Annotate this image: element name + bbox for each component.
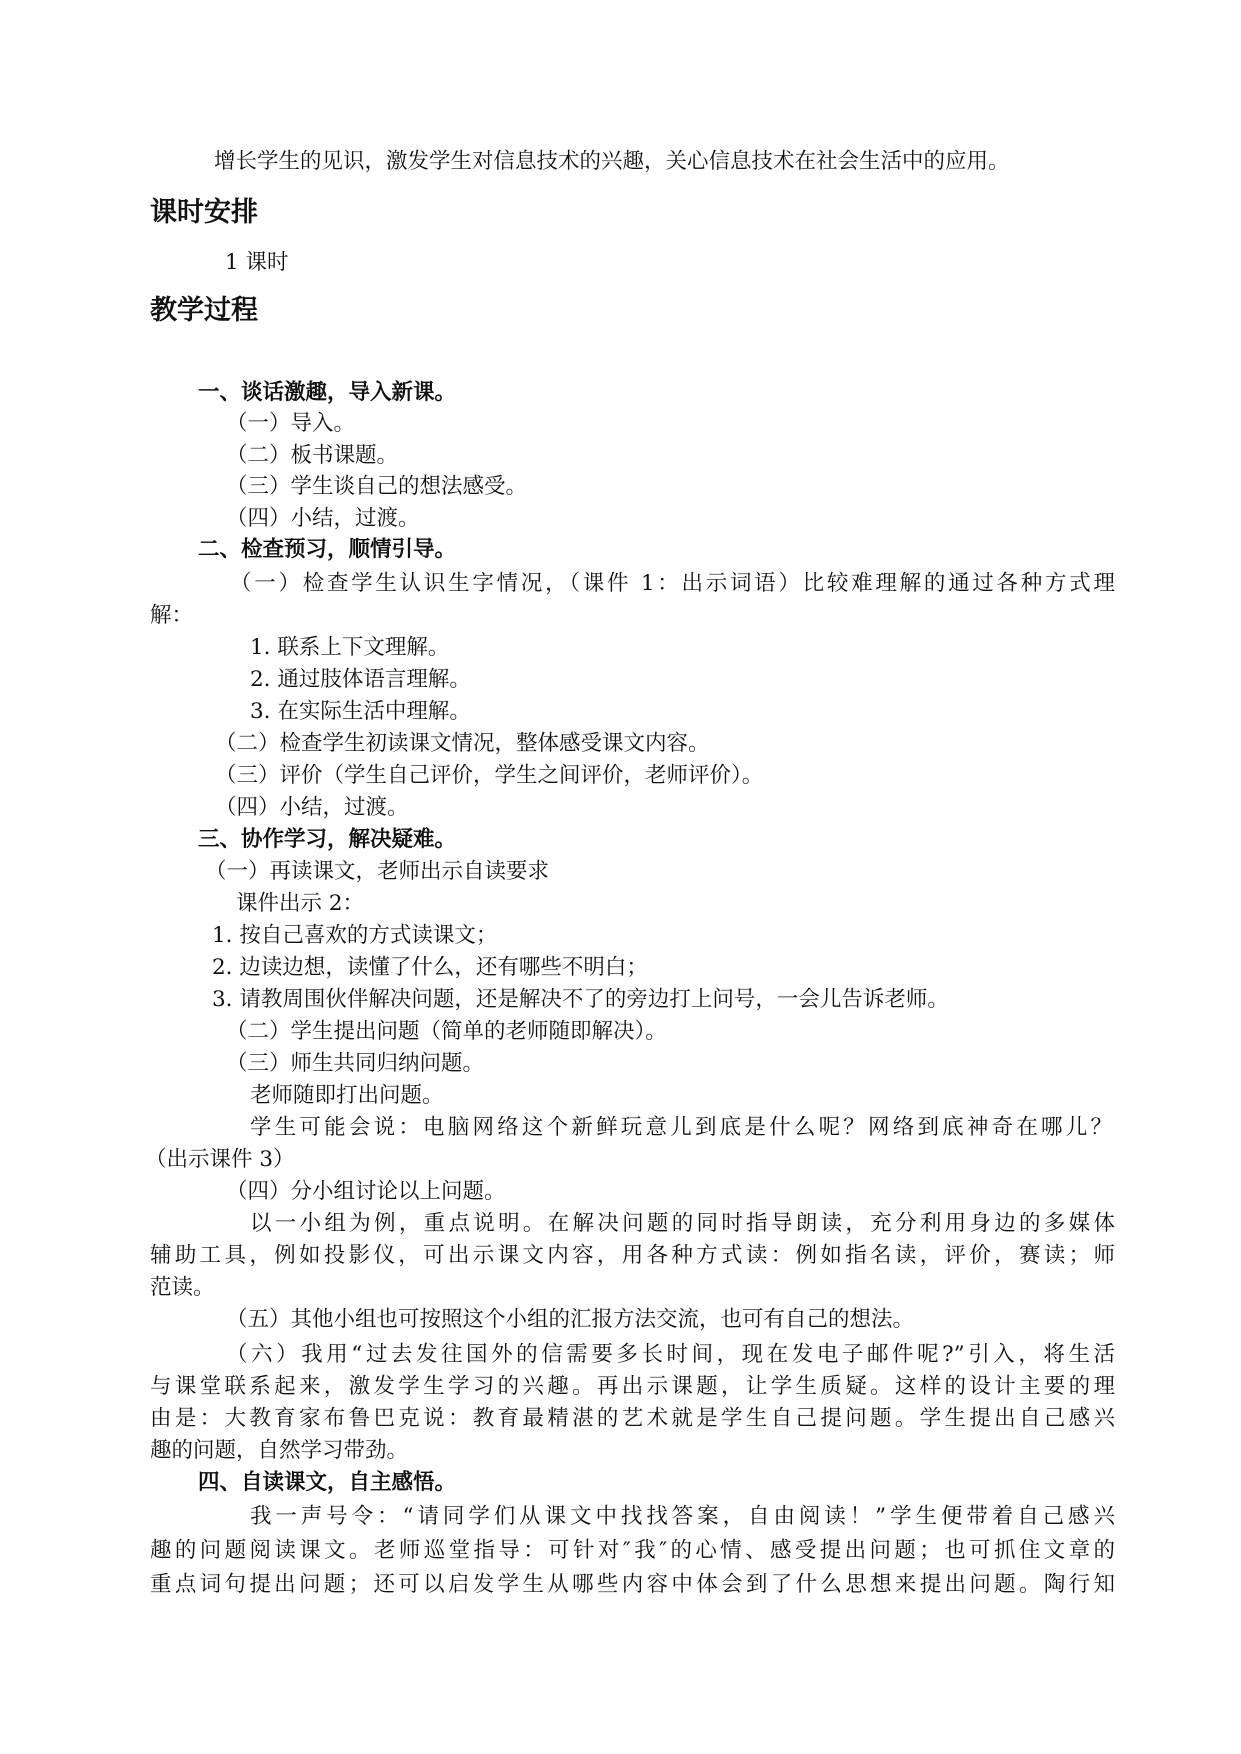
paragraph-line: 以一小组为例，重点说明。在解决问题的同时指导朗读，充分利用身边的多媒体 (250, 1211, 1115, 1236)
courseware-label: 课件出示 2： (236, 891, 365, 916)
numbered-item: 3. 请教周围伙伴解决问题，还是解决不了的旁边打上问号，一会儿告诉老师。 (212, 987, 949, 1012)
list-item: （三）学生谈自己的想法感受。 (226, 474, 528, 499)
numbered-item: 3. 在实际生活中理解。 (250, 699, 471, 724)
paragraph-line: 趣的问题，自然学习带劲。 (150, 1438, 409, 1463)
paragraph-line: 范读。 (150, 1275, 215, 1300)
list-item: （二）板书课题。 (226, 443, 399, 468)
section-4-title: 四、自读课文，自主感悟。 (198, 1470, 457, 1495)
list-item: （一）导入。 (226, 411, 356, 436)
paragraph-line: 学生可能会说：电脑网络这个新鲜玩意儿到底是什么呢？网络到底神奇在哪儿？ (250, 1115, 1112, 1140)
paragraph-line: 我一声号令：“请同学们从课文中找找答案，自由阅读！”学生便带着自己感兴 (250, 1504, 1115, 1529)
intro-line: 增长学生的见识，激发学生对信息技术的兴趣，关心信息技术在社会生活中的应用。 (214, 149, 1010, 174)
heading-schedule: 课时安排 (150, 197, 258, 228)
paragraph-line: 趣的问题阅读课文。老师巡堂指导：可针对″我″的心情、感受提出问题；也可抓住文章的 (150, 1538, 1115, 1563)
paragraph-line: 由是：大教育家布鲁巴克说：教育最精湛的艺术就是学生自己提问题。学生提出自己感兴 (150, 1406, 1115, 1431)
numbered-item: 1. 联系上下文理解。 (250, 635, 450, 660)
section-1-title: 一、谈话激趣，导入新课。 (198, 380, 457, 405)
list-item: （四）分小组讨论以上问题。 (226, 1179, 506, 1204)
list-item: （一）再读课文，老师出示自读要求 (205, 859, 550, 884)
numbered-item: 2. 边读边想，读懂了什么，还有哪些不明白； (212, 955, 648, 980)
list-item: （二）检查学生初读课文情况，整体感受课文内容。 (215, 731, 710, 756)
heading-process: 教学过程 (150, 295, 258, 326)
paragraph-line: 重点词句提出问题；还可以启发学生从哪些内容中体会到了什么思想来提出问题。陶行知 (150, 1572, 1115, 1597)
paragraph-line: 与课堂联系起来，激发学生学习的兴趣。再出示课题，让学生质疑。这样的设计主要的理 (150, 1374, 1115, 1399)
list-item: （四）小结，过渡。 (226, 506, 420, 531)
list-item: （五）其他小组也可按照这个小组的汇报方法交流，也可有自己的想法。 (226, 1307, 915, 1332)
paragraph-line: 解： (150, 603, 194, 628)
paragraph-line: （一）检查学生认识生字情况，（课件 1：出示词语）比较难理解的通过各种方式理 (230, 571, 1115, 596)
numbered-item: 2. 通过肢体语言理解。 (250, 667, 471, 692)
list-item: （二）学生提出问题（简单的老师随即解决）。 (226, 1019, 667, 1044)
paragraph-line: （六）我用“过去发往国外的信需要多长时间，现在发电子邮件呢?”引入，将生活 (226, 1342, 1115, 1367)
paragraph-line: （出示课件 3） (145, 1147, 295, 1172)
list-item: （三）评价（学生自己评价，学生之间评价，老师评价）。 (215, 763, 764, 788)
list-item: （三）师生共同归纳问题。 (226, 1051, 485, 1076)
paragraph-line: 辅助工具，例如投影仪，可出示课文内容，用各种方式读：例如指名读，评价，赛读；师 (150, 1243, 1115, 1268)
paragraph-line: 老师随即打出问题。 (250, 1083, 444, 1108)
section-3-title: 三、协作学习，解决疑难。 (198, 827, 457, 852)
schedule-text: 1 课时 (225, 250, 289, 275)
section-2-title: 二、检查预习，顺情引导。 (198, 537, 457, 562)
numbered-item: 1. 按自己喜欢的方式读课文； (212, 923, 498, 948)
list-item: （四）小结，过渡。 (215, 795, 409, 820)
